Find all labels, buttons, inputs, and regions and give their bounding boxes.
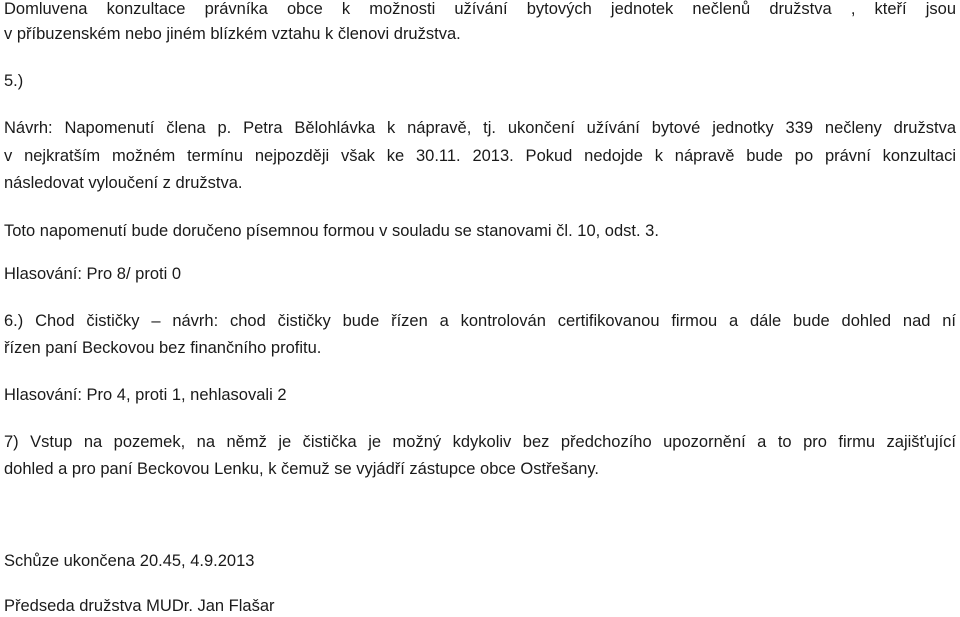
intro-line-1: Domluvena konzultace právníka obce k možnosti užívání bytových jednotek nečlenů družstva , kteří jsou [4, 0, 956, 18]
signature: Předseda družstva MUDr. Jan Flašar [4, 597, 275, 615]
item-5-number: 5.) [4, 72, 24, 90]
item-5-line-1: Návrh: Napomenutí člena p. Petra Bělohlávka k nápravě, tj. ukončení užívání bytové jednotky 339 nečleny družstva [4, 119, 956, 137]
intro-line-2: v příbuzenském nebo jiném blízkém vztahu k členovi družstva. [4, 25, 461, 43]
item-5-delivery: Toto napomenutí bude doručeno písemnou formou v souladu se stanovami čl. 10, odst. 3. [4, 222, 659, 240]
item-6-line-2: řízen paní Beckovou bez finančního profitu. [4, 339, 322, 357]
item-6-line-1: 6.) Chod čističky – návrh: chod čističky bude řízen a kontrolován certifikovanou firmou a dále bude dohled nad ní [4, 312, 956, 330]
item-6-vote: Hlasování: Pro 4, proti 1, nehlasovali 2 [4, 386, 287, 404]
item-5-line-2: v nejkratším možném termínu nejpozději však ke 30.11. 2013. Pokud nedojde k nápravě bude po právní konzultaci [4, 147, 956, 165]
item-7-line-2: dohled a pro paní Beckovou Lenku, k čemuž se vyjádří zástupce obce Ostřešany. [4, 460, 599, 478]
item-7-line-1: 7) Vstup na pozemek, na němž je čistička je možný kdykoliv bez předchozího upozornění a to pro firmu zajišťující [4, 433, 956, 451]
item-5-vote: Hlasování: Pro 8/ proti 0 [4, 265, 182, 283]
meeting-end: Schůze ukončena 20.45, 4.9.2013 [4, 552, 255, 570]
item-5-line-3: následovat vyloučení z družstva. [4, 174, 243, 192]
